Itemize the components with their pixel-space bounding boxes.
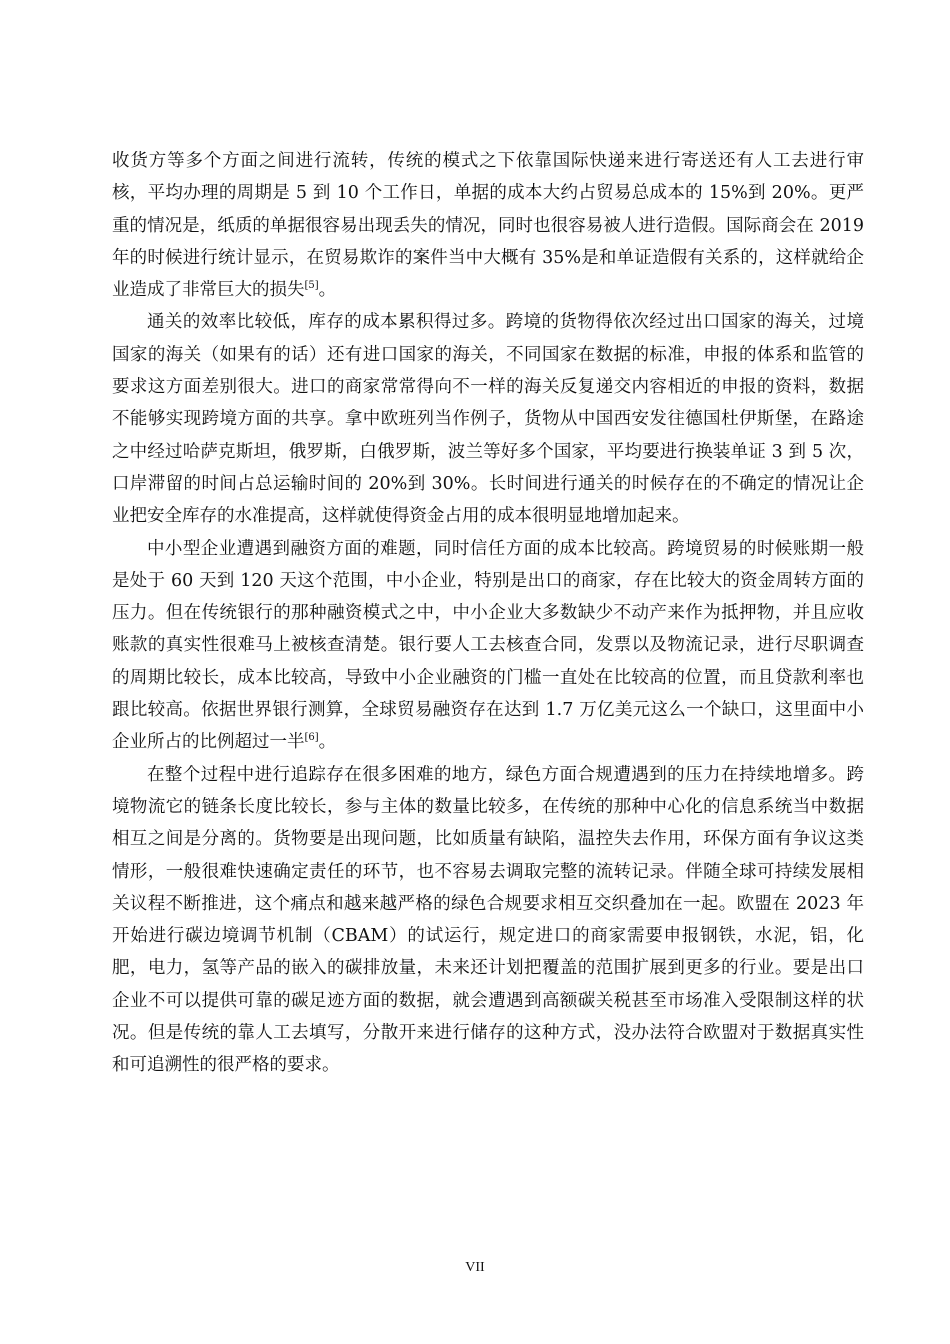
- document-body: [112, 145, 864, 1082]
- citation-marker[interactable]: [5]: [304, 280, 319, 292]
- paragraph-text: 中小型企业遭遇到融资方面的难题，同时信任方面的成本比较高。跨境贸易的时候账期一般是处于 60 天到 120 天这个范围，中小企业，特别是出口的商家，存在比较大的资金周转方面的压力。但在传统银行的那种融资模式之中，中小企业大多数缺少不动产来作为抵押物，并且应收账款的真实性很难马上被核查清楚。银行要人工去核查合同，发票以及物流记录，进行尽职调查的周期比较长，成本比较高，导致中小企业融资的门槛一直处在比较高的位置，而且贷款利率也跟比较高。依据世界银行测算，全球贸易融资存在达到 1.7 万亿美元这么一个缺口，这里面中小企业所占的比例超过一半: [112, 538, 864, 753]
- paragraph-continuation: [112, 145, 864, 306]
- paragraph-tail: 。: [318, 732, 337, 753]
- paragraph-traceability-green-compliance: [112, 759, 864, 1082]
- citation-marker[interactable]: [6]: [304, 732, 319, 744]
- page-number: VII: [465, 1260, 485, 1275]
- paragraph-text: 通关的效率比较低，库存的成本累积得过多。跨境的货物得依次经过出口国家的海关，过境国家的海关（如果有的话）还有进口国家的海关，不同国家在数据的标准，申报的体系和监管的要求这方面差别很大。进口的商家常常得向不一样的海关反复递交内容相近的申报的资料，数据不能够实现跨境方面的共享。拿中欧班列当作例子，货物从中国西安发往德国杜伊斯堡，在路途之中经过哈萨克斯坦，俄罗斯，白俄罗斯，波兰等好多个国家，平均要进行换装单证 3 到 5 次，口岸滞留的时间占总运输时间的 20%到 30%。长时间进行通关的时候存在的不确定的情况让企业把安全库存的水准提高，这样就使得资金占用的成本很明显地增加起来。: [112, 312, 864, 527]
- paragraph-tail: 。: [318, 280, 337, 301]
- paragraph-text: 收货方等多个方面之间进行流转，传统的模式之下依靠国际快递来进行寄送还有人工去进行审核，平均办理的周期是 5 到 10 个工作日，单据的成本大约占贸易总成本的 15%到 20%。更严重的情况是，纸质的单据很容易出现丢失的情况，同时也很容易被人进行造假。国际商会在 2019 年的时候进行统计显示，在贸易欺诈的案件当中大概有 35%是和单证造假有关系的，这样就给企业造成了非常巨大的损失: [112, 151, 864, 301]
- paragraph-sme-financing: [112, 533, 864, 759]
- paragraph-customs-efficiency: [112, 306, 864, 532]
- paragraph-text: 在整个过程中进行追踪存在很多困难的地方，绿色方面合规遭遇到的压力在持续地增多。跨境物流它的链条长度比较长，参与主体的数量比较多，在传统的那种中心化的信息系统当中数据相互之间是分离的。货物要是出现问题，比如质量有缺陷，温控失去作用，环保方面有争议这类情形，一般很难快速确定责任的环节，也不容易去调取完整的流转记录。伴随全球可持续发展相关议程不断推进，这个痛点和越来越严格的绿色合规要求相互交织叠加在一起。欧盟在 2023 年开始进行碳边境调节机制（CBAM）的试运行，规定进口的商家需要申报钢铁，水泥，铝，化肥，电力，氢等产品的嵌入的碳排放量，未来还计划把覆盖的范围扩展到更多的行业。要是出口企业不可以提供可靠的碳足迹方面的数据，就会遭遇到高额碳关税甚至市场准入受限制这样的状况。但是传统的靠人工去填写，分散开来进行储存的这种方式，没办法符合欧盟对于数据真实性和可追溯性的很严格的要求。: [112, 764, 864, 1076]
